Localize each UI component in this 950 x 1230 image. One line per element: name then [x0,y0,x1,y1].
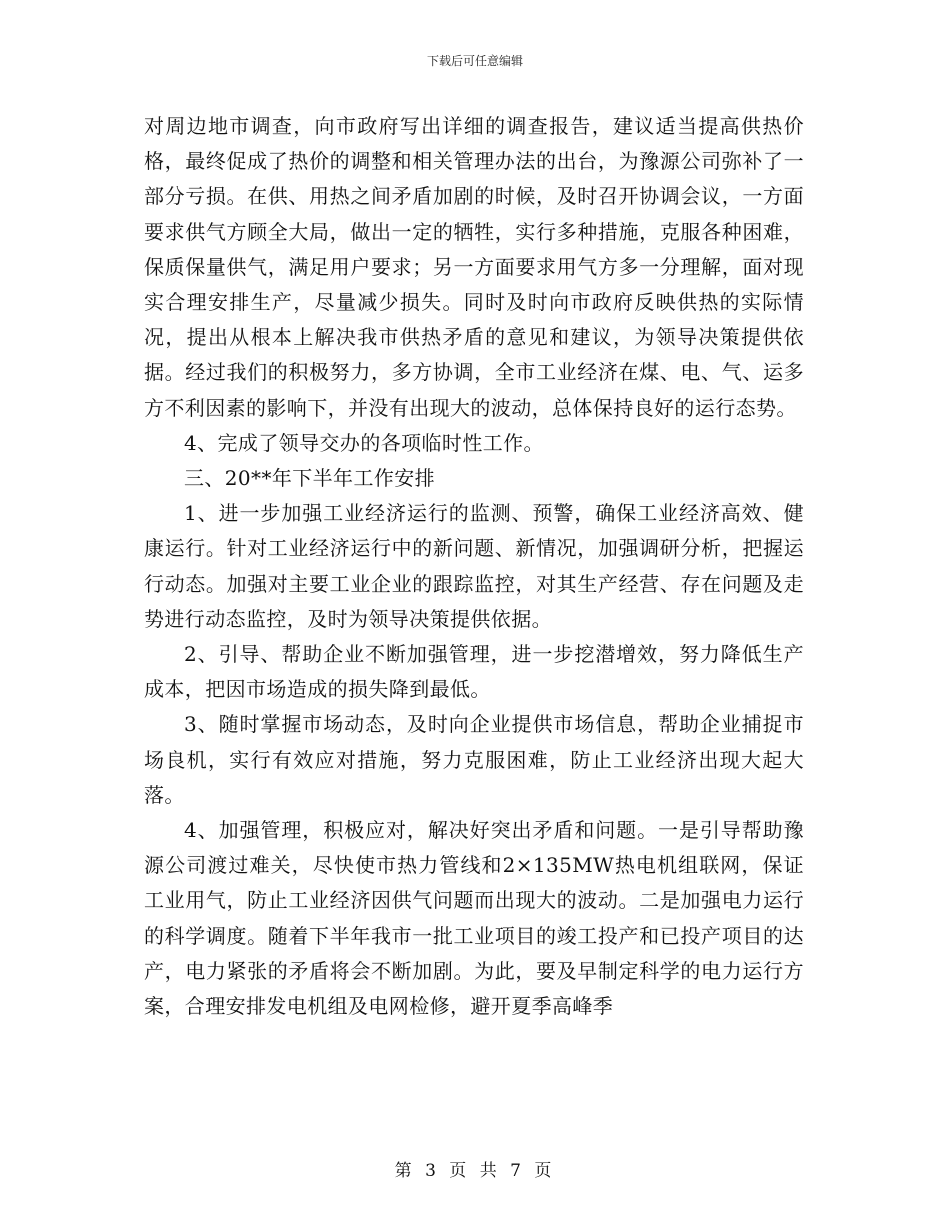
paragraph-plan-4: 4、加强管理，积极应对，解决好突出矛盾和问题。一是引导帮助豫源公司渡过难关，尽快使市热力管线和2×135MW热电机组联网，保证工业用气，防止工业经济因供气问题而出现大的波动。二是加强电力运行的科学调度。随着下半年我市一批工业项目的竣工投产和已投产项目的达产，电力紧张的矛盾将会不断加剧。为此，要及早制定科学的电力运行方案，合理安排发电机组及电网检修，避开夏季高峰季 [144,818,804,1019]
section-heading: 三、20**年下半年工作安排 [184,466,436,491]
page-number: 第 3 页 共 7 页 [394,1161,556,1181]
paragraph-plan-3: 3、随时掌握市场动态，及时向企业提供市场信息，帮助企业捕捉市场良机，实行有效应对措施，努力克服困难，防止工业经济出现大起大落。 [144,712,804,807]
paragraph-continuation: 对周边地市调查，向市政府写出详细的调查报告，建议适当提高供热价格，最终促成了热价的调整和相关管理办法的出台，为豫源公司弥补了一部分亏损。在供、用热之间矛盾加剧的时候，及时召开协调会议，一方面要求供气方顾全大局，做出一定的牺牲，实行多种措施，克服各种困难，保质保量供气，满足用户要求；另一方面要求用气方多一分理解，面对现实合理安排生产，尽量减少损失。同时及时向市政府反映供热的实际情况，提出从根本上解决我市供热矛盾的意见和建议，为领导决策提供依据。经过我们的积极努力，多方协调，全市工业经济在煤、电、气、运多方不利因素的影响下，并没有出现大的波动，总体保持良好的运行态势。 [144,114,804,420]
paragraph-plan-2: 2、引导、帮助企业不断加强管理，进一步挖潜增效，努力降低生产成本，把因市场造成的损失降到最低。 [144,642,804,702]
paragraph-plan-1: 1、进一步加强工业经济运行的监测、预警，确保工业经济高效、健康运行。针对工业经济运行中的新问题、新情况，加强调研分析，把握运行动态。加强对主要工业企业的跟踪监控，对其生产经营、存在问题及走势进行动态监控，及时为领导决策提供依据。 [144,501,804,631]
paragraph-item-4: 4、完成了领导交办的各项临时性工作。 [184,430,544,455]
document-body [144,109,804,1024]
page-header-note: 下载后可任意编辑 [426,54,523,68]
